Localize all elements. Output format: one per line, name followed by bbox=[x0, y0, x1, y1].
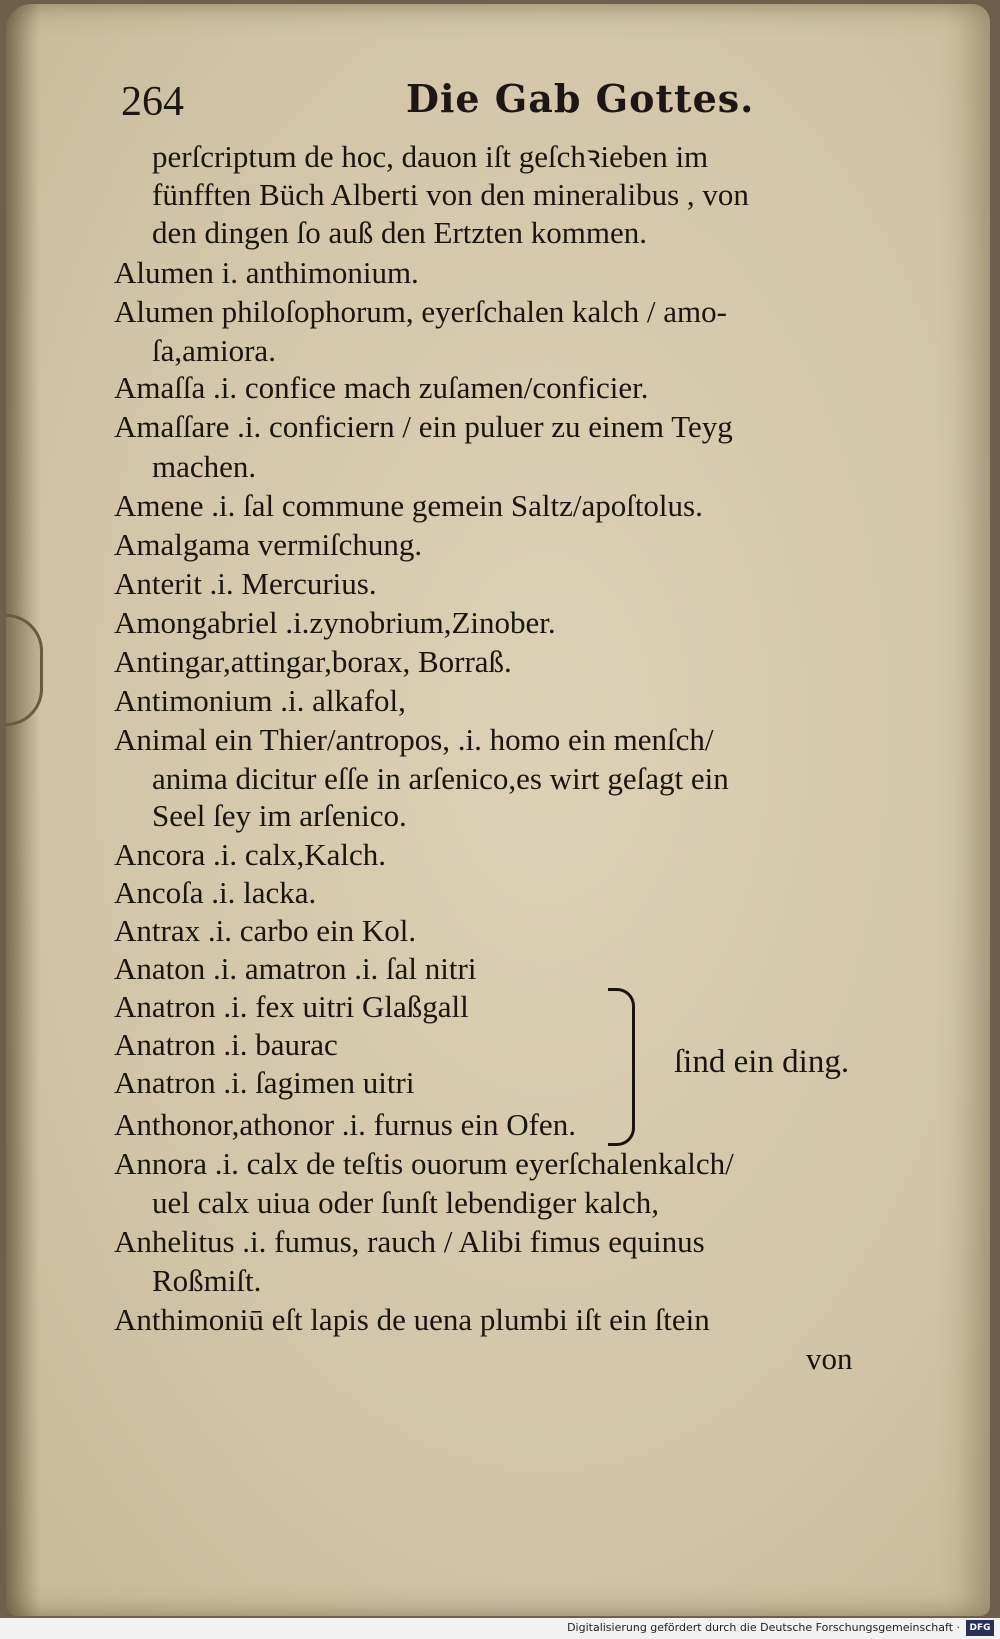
text-line: Anterit .i. Mercurius. bbox=[114, 566, 377, 601]
text-line: Alumen philoſophorum, eyerſchalen kalch / amo- bbox=[114, 294, 727, 329]
text-line: Anatron .i. baurac bbox=[114, 1027, 338, 1062]
text-line: Animal ein Thier/antropos, .i. homo ein menſch/ bbox=[114, 722, 714, 757]
footer-credit: Digitalisierung gefördert durch die Deutsche Forschungsgemeinschaft · bbox=[567, 1621, 960, 1634]
grouping-bracket bbox=[608, 988, 635, 1146]
digitization-footer bbox=[0, 1618, 1000, 1639]
text-line: perſcriptum de hoc, dauon iſt geſchꝛieben im bbox=[152, 139, 709, 174]
page-header bbox=[6, 74, 990, 134]
text-line: Amene .i. ſal commune gemein Saltz/apoſtolus. bbox=[114, 488, 703, 523]
text-line: Antingar,attingar,borax, Borraß. bbox=[114, 644, 512, 679]
text-line: Anaton .i. amatron .i. ſal nitri bbox=[114, 951, 477, 986]
spine-shadow bbox=[6, 4, 40, 1616]
text-line: ſa,amiora. bbox=[152, 333, 276, 368]
page-number: 264 bbox=[121, 79, 184, 125]
dfg-logo: DFG bbox=[966, 1620, 994, 1636]
text-line: machen. bbox=[152, 449, 257, 484]
running-title: Die Gab Gottes. bbox=[406, 76, 755, 121]
text-line: Anatron .i. ſagimen uitri bbox=[114, 1065, 415, 1100]
text-line: Amaſſa .i. confice mach zuſamen/conficier. bbox=[114, 370, 649, 405]
text-line: Anthimoniū eſt lapis de uena plumbi iſt ein ſtein bbox=[114, 1302, 710, 1337]
text-line: von bbox=[806, 1341, 853, 1376]
text-line: Roßmiſt. bbox=[152, 1263, 262, 1298]
text-line: Amaſſare .i. conficiern / ein puluer zu einem Teyg bbox=[114, 409, 733, 444]
text-line: Anatron .i. fex uitri Glaßgall bbox=[114, 989, 469, 1024]
text-line: Ancora .i. calx,Kalch. bbox=[114, 837, 386, 872]
book-page bbox=[6, 4, 990, 1616]
text-line: Amongabriel .i.zynobrium,Zinober. bbox=[114, 605, 556, 640]
text-line: Annora .i. calx de teſtis ouorum eyerſchalenkalch/ bbox=[114, 1146, 734, 1181]
text-line: Antimonium .i. alkafol, bbox=[114, 683, 406, 718]
text-line: uel calx uiua oder ſunſt lebendiger kalch, bbox=[152, 1185, 660, 1220]
text-line: Alumen i. anthimonium. bbox=[114, 255, 419, 290]
text-line: Anhelitus .i. fumus, rauch / Alibi fimus equinus bbox=[114, 1224, 705, 1259]
bracket-label: ſind ein ding. bbox=[674, 1044, 850, 1080]
text-line: Amalgama vermiſchung. bbox=[114, 527, 423, 562]
text-line: Seel ſey im arſenico. bbox=[152, 798, 407, 833]
text-line: Ancoſa .i. lacka. bbox=[114, 875, 317, 910]
text-line: fünfften Büch Alberti von den mineralibus , von bbox=[152, 177, 749, 212]
text-line: den dingen ſo auß den Ertzten kommen. bbox=[152, 215, 648, 250]
text-line: Antrax .i. carbo ein Kol. bbox=[114, 913, 417, 948]
text-line: Anthonor,athonor .i. furnus ein Ofen. bbox=[114, 1107, 576, 1142]
text-line: anima dicitur eſſe in arſenico,es wirt geſagt ein bbox=[152, 761, 729, 796]
